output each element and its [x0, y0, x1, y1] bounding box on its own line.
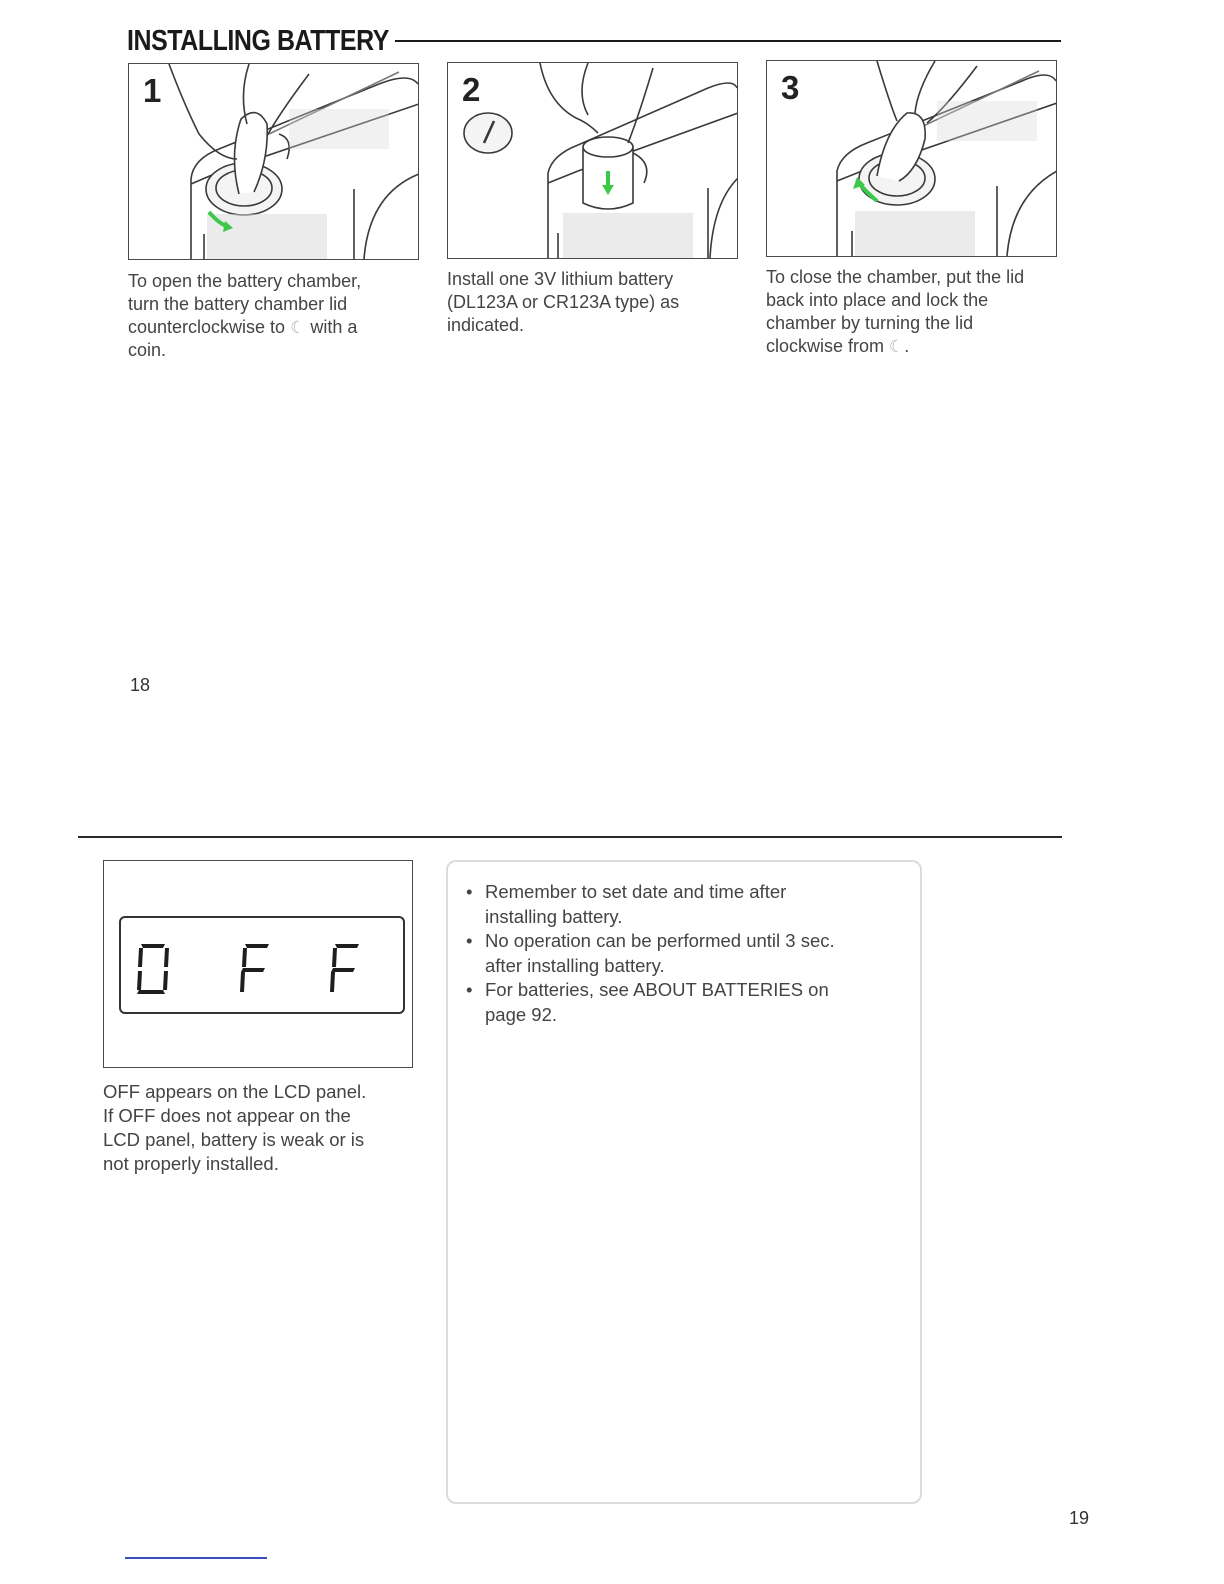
note-item	[464, 929, 900, 978]
note-line: page 92.	[485, 1003, 558, 1025]
caption-line: OFF appears on the LCD panel.	[103, 1081, 367, 1102]
step-number: 2	[462, 71, 481, 108]
step-3-illustration	[766, 60, 1057, 257]
notes-list	[448, 862, 920, 1027]
title-rule	[395, 40, 1061, 42]
caption-line: If OFF does not appear on the	[103, 1105, 351, 1126]
caption-line: coin.	[128, 340, 167, 360]
caption-line: To close the chamber, put the lid	[766, 267, 1025, 287]
step-number: 3	[781, 69, 800, 106]
caption-text: counterclockwise to	[128, 317, 286, 337]
caption-line: chamber by turning the lid	[766, 313, 974, 333]
coin-slot-icon: ☾	[290, 318, 306, 337]
caption-line: To open the battery chamber,	[128, 271, 362, 291]
bottom-accent-rule	[125, 1557, 267, 1559]
page-separator-rule	[78, 836, 1062, 838]
note-item	[464, 880, 900, 929]
note-line: installing battery.	[485, 905, 623, 927]
step-2-illustration	[447, 62, 738, 259]
caption-line	[766, 335, 1066, 358]
caption-text: clockwise from	[766, 336, 885, 356]
section-title: INSTALLING BATTERY	[127, 25, 389, 57]
note-line: after installing battery.	[485, 954, 665, 976]
caption-text: .	[904, 336, 910, 356]
step-1-caption	[128, 270, 428, 362]
camera-close-lid-icon	[767, 61, 1056, 256]
caption-line: LCD panel, battery is weak or is	[103, 1129, 365, 1150]
lcd-segment-display	[121, 918, 403, 1012]
note-line: • For batteries, see ABOUT BATTERIES on	[485, 979, 829, 1000]
note-line: • Remember to set date and time after	[485, 881, 787, 902]
step-3-caption	[766, 266, 1066, 358]
camera-open-lid-icon	[129, 64, 418, 259]
caption-line: Install one 3V lithium battery	[447, 269, 674, 289]
camera-insert-battery-icon	[448, 63, 737, 258]
note-item	[464, 978, 900, 1027]
lcd-caption	[103, 1080, 423, 1176]
notes-box	[446, 860, 922, 1504]
step-1-illustration	[128, 63, 419, 260]
coin-slot-icon: ☾	[889, 337, 905, 356]
caption-line: indicated.	[447, 315, 525, 335]
caption-line: back into place and lock the	[766, 290, 989, 310]
step-2-caption	[447, 268, 747, 337]
caption-line: (DL123A or CR123A type) as	[447, 292, 680, 312]
caption-text: with a	[305, 317, 358, 337]
page-number-left: 18	[130, 675, 151, 695]
caption-line: turn the battery chamber lid	[128, 294, 348, 314]
note-line: • No operation can be performed until 3 sec.	[485, 930, 835, 951]
lcd-readout-label	[121, 918, 122, 919]
step-number: 1	[143, 72, 162, 109]
page-number-right: 19	[1069, 1508, 1090, 1528]
caption-line	[128, 316, 428, 339]
caption-line: not properly installed.	[103, 1153, 279, 1174]
lcd-panel	[119, 916, 405, 1014]
